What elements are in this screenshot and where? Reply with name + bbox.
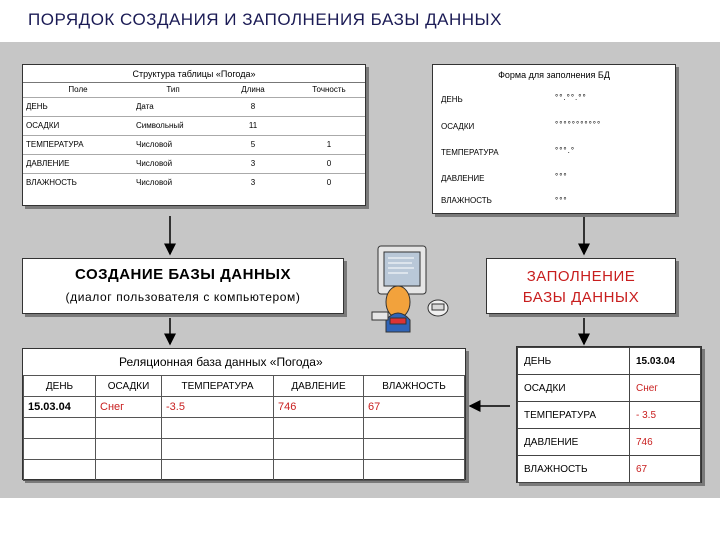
cell: -3.5 (162, 397, 274, 418)
table-row (518, 348, 701, 375)
relational-db-box (22, 348, 466, 480)
cell (274, 460, 364, 481)
create-db-title: СОЗДАНИЕ БАЗЫ ДАННЫХ (75, 266, 291, 283)
cell (364, 439, 465, 460)
cell: 0 (293, 173, 365, 192)
cell (24, 460, 96, 481)
cell: 746 (274, 397, 364, 418)
table-row (23, 116, 365, 135)
cell: ДЕНЬ (23, 97, 133, 116)
col-header: ОСАДКИ (96, 376, 162, 397)
form-label: ТЕМПЕРАТУРА (441, 148, 499, 157)
cell: ВЛАЖНОСТЬ (23, 173, 133, 192)
col-header: Тип (166, 85, 180, 95)
col-header: Длина (241, 85, 265, 95)
cell (293, 97, 365, 116)
cell: ДАВЛЕНИЕ (23, 154, 133, 173)
cell: - 3.5 (630, 402, 701, 429)
create-db-subtitle: (диалог пользователя с компьютером) (65, 290, 301, 304)
form-mask[interactable]: °°°°°°°°°°° (555, 120, 602, 129)
form-title: Форма для заполнения БД (498, 70, 610, 80)
cell: 746 (630, 429, 701, 456)
cell: Числовой (133, 173, 213, 192)
cell: 15.03.04 (630, 348, 701, 375)
structure-table (23, 83, 365, 192)
col-header: ТЕМПЕРАТУРА (162, 376, 274, 397)
cell (274, 439, 364, 460)
cell: 3 (213, 173, 293, 192)
form-mask[interactable]: °°.°°.°° (555, 93, 587, 102)
col-header: ДАВЛЕНИЕ (274, 376, 364, 397)
cell (274, 418, 364, 439)
cell (96, 460, 162, 481)
fill-db-title: ЗАПОЛНЕНИЕ (526, 268, 636, 285)
cell (293, 116, 365, 135)
cell: ТЕМПЕРАТУРА (23, 135, 133, 154)
cell: ТЕМПЕРАТУРА (518, 402, 630, 429)
cell: Снег (96, 397, 162, 418)
cell (24, 418, 96, 439)
table-row (518, 375, 701, 402)
structure-title: Структура таблицы «Погода» (23, 65, 365, 83)
col-header: ВЛАЖНОСТЬ (364, 376, 465, 397)
fill-db-box (486, 258, 676, 314)
cell: 67 (364, 397, 465, 418)
cell: Снег (630, 375, 701, 402)
cell: 0 (293, 154, 365, 173)
cell (162, 439, 274, 460)
cell (96, 439, 162, 460)
table-row (24, 460, 465, 481)
cell: 11 (213, 116, 293, 135)
form-mask[interactable]: °°° (555, 172, 568, 181)
cell: 5 (213, 135, 293, 154)
cell (162, 460, 274, 481)
cell: ВЛАЖНОСТЬ (518, 456, 630, 483)
table-row (24, 439, 465, 460)
cell: 67 (630, 456, 701, 483)
cell: 3 (213, 154, 293, 173)
table-row (23, 154, 365, 173)
form-label: ДЕНЬ (441, 95, 463, 104)
form-mask[interactable]: °°°.° (555, 146, 576, 155)
cell: ОСАДКИ (518, 375, 630, 402)
page-title: ПОРЯДОК СОЗДАНИЯ И ЗАПОЛНЕНИЯ БАЗЫ ДАННЫХ (28, 10, 502, 29)
table-row (24, 397, 465, 418)
form-mask[interactable]: °°° (555, 196, 568, 205)
table-row (24, 418, 465, 439)
form-label: ДАВЛЕНИЕ (441, 174, 485, 183)
cell (24, 439, 96, 460)
table-row (23, 173, 365, 192)
relational-title: Реляционная база данных «Погода» (119, 355, 323, 369)
cell: ОСАДКИ (23, 116, 133, 135)
cell (162, 418, 274, 439)
cell: 15.03.04 (24, 397, 96, 418)
table-row (518, 456, 701, 483)
col-header: Точность (312, 85, 346, 95)
cell: Дата (133, 97, 213, 116)
fill-db-subtitle: БАЗЫ ДАННЫХ (522, 289, 640, 306)
col-header: ДЕНЬ (24, 376, 96, 397)
input-form-box (432, 64, 676, 214)
filled-form-box (516, 346, 702, 483)
structure-table-box (22, 64, 366, 206)
cell: Символьный (133, 116, 213, 135)
cell: 8 (213, 97, 293, 116)
col-header: Поле (68, 85, 88, 95)
cell: 1 (293, 135, 365, 154)
filled-form-table (517, 347, 701, 483)
cell: Числовой (133, 154, 213, 173)
table-row (23, 97, 365, 116)
cell: Числовой (133, 135, 213, 154)
form-label: ВЛАЖНОСТЬ (441, 196, 492, 205)
table-row (23, 135, 365, 154)
user-computer-illustration (368, 240, 464, 336)
create-db-box (22, 258, 344, 314)
table-header-row (24, 376, 465, 397)
form-label: ОСАДКИ (441, 122, 475, 131)
cell: ДЕНЬ (518, 348, 630, 375)
cell (364, 418, 465, 439)
cell (96, 418, 162, 439)
relational-table (23, 375, 465, 481)
table-row (518, 402, 701, 429)
cell (364, 460, 465, 481)
table-row (518, 429, 701, 456)
cell: ДАВЛЕНИЕ (518, 429, 630, 456)
